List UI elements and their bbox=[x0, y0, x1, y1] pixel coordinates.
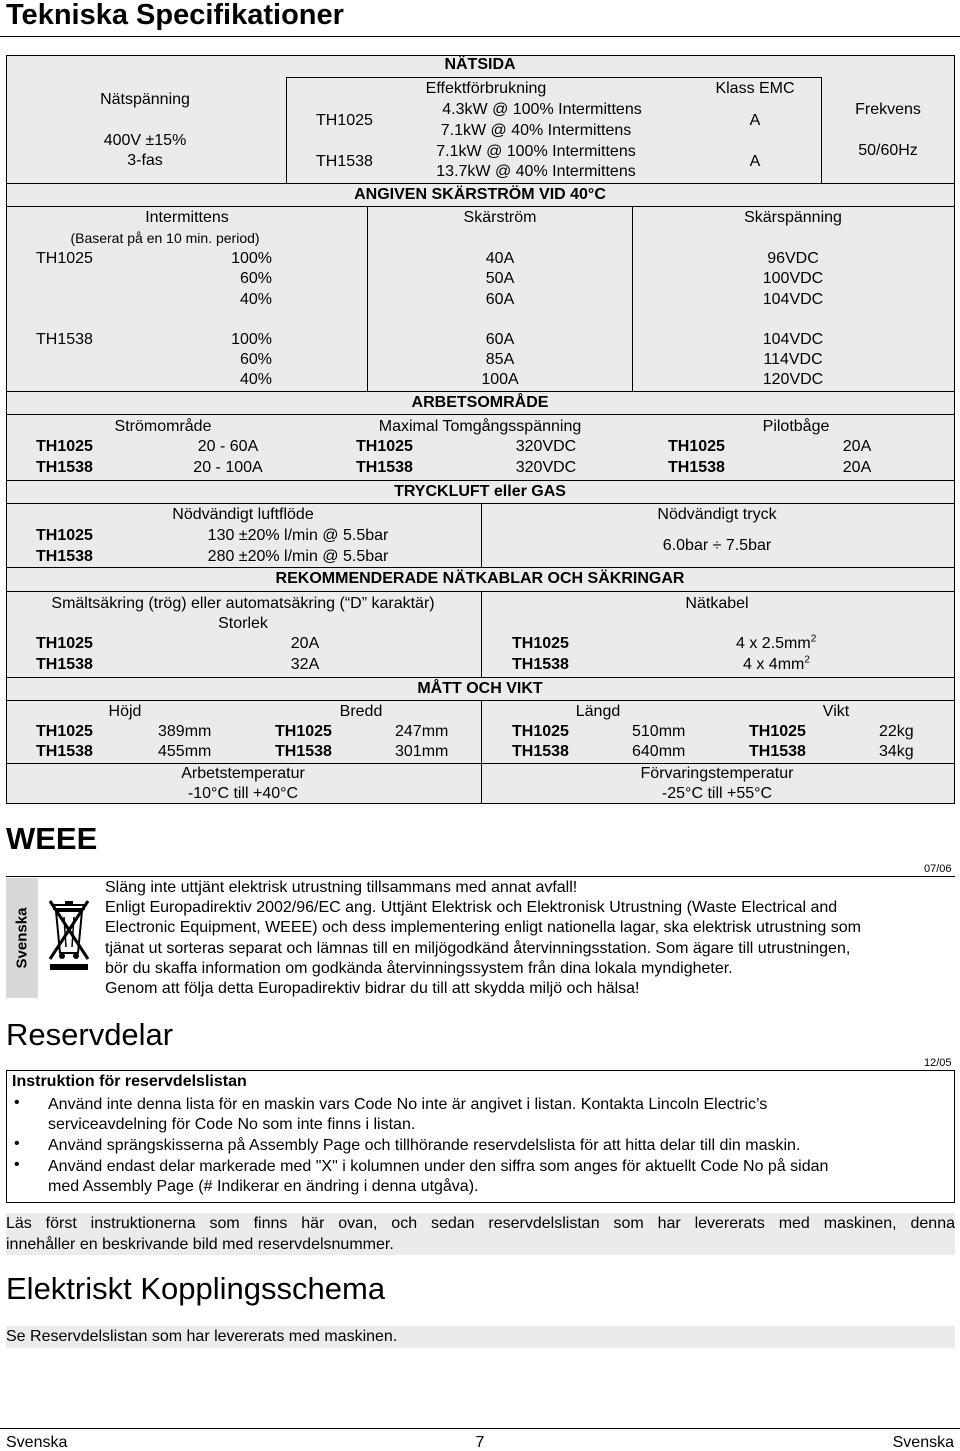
skarstrom-value: 60A bbox=[485, 291, 515, 308]
pilot-value: 20A bbox=[842, 459, 872, 476]
arbetstemperatur-value: -10°C till +40°C bbox=[187, 785, 299, 802]
stromomrade-label: Strömområde bbox=[114, 418, 212, 435]
langd-value: 510mm bbox=[632, 723, 686, 740]
intermittens-value: 100% bbox=[231, 331, 272, 348]
stromomrade-value: 20 - 100A bbox=[193, 459, 263, 476]
reservdelar-heading: Reservdelar bbox=[6, 1017, 174, 1052]
natspanning-phase: 3-fas bbox=[127, 152, 163, 169]
arbete-heading: ARBETSOMRÅDE bbox=[411, 394, 549, 411]
tomgang-value: 320VDC bbox=[515, 459, 577, 476]
langd-label: Längd bbox=[575, 703, 621, 720]
skarspanning-value: 96VDC bbox=[767, 250, 819, 267]
weee-bin-icon bbox=[46, 897, 92, 973]
weee-line: Släng inte uttjänt elektrisk utrustning tillsammans med annat avfall! bbox=[105, 879, 578, 896]
forvaringstemperatur-value: -25°C till +55°C bbox=[661, 785, 773, 802]
intermittens-note: (Baserat på en 10 min. period) bbox=[70, 230, 260, 246]
skarspanning-value: 114VDC bbox=[763, 351, 823, 368]
language-tab-label: Svenska bbox=[13, 907, 31, 969]
emc-label: Klass EMC bbox=[715, 80, 795, 97]
matt-heading: MÅTT OCH VIKT bbox=[417, 680, 543, 697]
emc-value: A bbox=[749, 153, 761, 170]
model: TH1538 bbox=[36, 743, 93, 760]
stromomrade-value: 20 - 60A bbox=[197, 438, 259, 455]
effekt-value: 7.1kW @ 40% Intermittens bbox=[440, 122, 632, 139]
skarstrom-value: 85A bbox=[485, 351, 515, 368]
model: TH1025 bbox=[356, 438, 413, 455]
vikt-value: 22kg bbox=[879, 723, 914, 740]
sakring-value: 20A bbox=[290, 635, 320, 652]
tomgang-value: 320VDC bbox=[515, 438, 577, 455]
hojd-value: 455mm bbox=[158, 743, 212, 760]
skarspanning-value: 100VDC bbox=[762, 270, 824, 287]
page-number: 7 bbox=[475, 1434, 485, 1451]
pilot-label: Pilotbåge bbox=[762, 418, 830, 435]
natsida-model-th1025: TH1025 bbox=[316, 112, 373, 129]
model: TH1025 bbox=[36, 723, 93, 740]
model: TH1025 bbox=[36, 250, 93, 267]
model: TH1538 bbox=[36, 656, 93, 673]
model: TH1538 bbox=[749, 743, 806, 760]
bredd-label: Bredd bbox=[339, 703, 383, 720]
intermittens-value: 60% bbox=[239, 270, 272, 287]
natsida-heading: NÄTSIDA bbox=[444, 56, 516, 73]
list-item: Använd inte denna lista för en maskin vars Code No inte är angivet i listan. Kontakta Lincoln Electric’s bbox=[48, 1096, 768, 1113]
model: TH1538 bbox=[512, 656, 569, 673]
vikt-label: Vikt bbox=[822, 703, 850, 720]
hojd-value: 389mm bbox=[158, 723, 212, 740]
intermittens-label: Intermittens bbox=[145, 209, 229, 226]
natspanning-label: Nätspänning bbox=[100, 91, 190, 108]
model: TH1538 bbox=[36, 459, 93, 476]
reservdelar-rule-top bbox=[6, 1070, 955, 1071]
reservdelar-note: innehåller en beskrivande bild med reservdelsnummer. bbox=[6, 1236, 394, 1253]
vikt-value: 34kg bbox=[879, 743, 914, 760]
model: TH1025 bbox=[668, 438, 725, 455]
model: TH1538 bbox=[275, 743, 332, 760]
schema-heading: Elektriskt Kopplingsschema bbox=[6, 1271, 386, 1306]
model: TH1025 bbox=[512, 723, 569, 740]
skarstrom-value: 50A bbox=[485, 270, 515, 287]
sakring-label: Smältsäkring (trög) eller automatsäkring (“D” karaktär) bbox=[51, 595, 435, 612]
natspanning-value: 400V ±15% bbox=[103, 132, 187, 149]
skarspanning-value: 104VDC bbox=[762, 331, 824, 348]
effekt-value: 13.7kW @ 40% Intermittens bbox=[436, 163, 636, 180]
skarspanning-value: 104VDC bbox=[762, 291, 824, 308]
effekt-value: 4.3kW @ 100% Intermittens bbox=[442, 101, 642, 118]
natkabel-label: Nätkabel bbox=[685, 595, 749, 612]
model: TH1538 bbox=[668, 459, 725, 476]
skarstrom-label: Skärström bbox=[463, 209, 537, 226]
intermittens-value: 40% bbox=[239, 371, 272, 388]
luftflode-label: Nödvändigt luftflöde bbox=[172, 506, 314, 523]
bullet-icon: • bbox=[14, 1135, 20, 1152]
model: TH1025 bbox=[275, 723, 332, 740]
page-title: Tekniska Specifikationer bbox=[6, 0, 344, 31]
title-rule bbox=[0, 36, 960, 37]
intermittens-value: 40% bbox=[239, 291, 272, 308]
skarspanning-value: 120VDC bbox=[762, 371, 824, 388]
reservdelar-note: Läs först instruktionerna som finns här ovan, och sedan reservdelslistan som har levererats med maskinen, denna bbox=[6, 1215, 955, 1232]
forvaringstemperatur-label: Förvaringstemperatur bbox=[640, 765, 794, 782]
tomgang-label: Maximal Tomgångsspänning bbox=[378, 418, 582, 435]
instruktion-heading: Instruktion för reservdelslistan bbox=[12, 1073, 247, 1090]
footer-left: Svenska bbox=[6, 1434, 68, 1451]
pilot-value: 20A bbox=[842, 438, 872, 455]
weee-line: bör du skaffa information om godkända återvinningssystem från dina lokala myndigheter. bbox=[105, 960, 733, 977]
weee-line: Electronic Equipment, WEEE) och dess implementering enligt nationella lagar, ska elektrisk utrustning som bbox=[105, 919, 861, 936]
emc-value: A bbox=[749, 112, 761, 129]
kablar-heading: REKOMMENDERADE NÄTKABLAR OCH SÄKRINGAR bbox=[275, 570, 685, 587]
natsida-model-th1538: TH1538 bbox=[316, 153, 373, 170]
skarspanning-label: Skärspänning bbox=[744, 209, 842, 226]
language-tab bbox=[6, 878, 38, 998]
model: TH1538 bbox=[36, 331, 93, 348]
model: TH1025 bbox=[36, 527, 93, 544]
frekvens-value: 50/60Hz bbox=[858, 142, 918, 159]
weee-line: Genom att följa detta Europadirektiv bidrar du till att skydda miljö och hälsa! bbox=[105, 980, 640, 997]
tryck-label: Nödvändigt tryck bbox=[657, 506, 777, 523]
hojd-label: Höjd bbox=[108, 703, 142, 720]
strom-heading: ANGIVEN SKÄRSTRÖM VID 40°C bbox=[354, 186, 606, 203]
luft-heading: TRYCKLUFT eller GAS bbox=[394, 483, 566, 500]
luftflode-value: 130 ±20% l/min @ 5.5bar bbox=[207, 527, 389, 544]
storlek-label: Storlek bbox=[218, 615, 268, 632]
weee-line: tjänat ut sorteras separat och lämnas till en miljögodkänd återvinningsstation. Som ägare till utrustningen, bbox=[105, 940, 851, 957]
luftflode-value: 280 ±20% l/min @ 5.5bar bbox=[207, 548, 389, 565]
model: TH1538 bbox=[512, 743, 569, 760]
weee-rule bbox=[6, 876, 955, 877]
model: TH1538 bbox=[356, 459, 413, 476]
model: TH1538 bbox=[36, 548, 93, 565]
model: TH1025 bbox=[512, 635, 569, 652]
skarstrom-value: 60A bbox=[485, 331, 515, 348]
weee-date: 07/06 bbox=[924, 863, 952, 875]
bredd-value: 301mm bbox=[395, 743, 449, 760]
list-item: med Assembly Page (# Indikerar en ändring i denna utgåva). bbox=[48, 1178, 479, 1195]
footer-right: Svenska bbox=[892, 1434, 954, 1451]
list-item: Använd endast delar markerade med "X" i kolumnen under den siffra som anges för aktuellt Code No på sidan bbox=[48, 1158, 829, 1175]
skarstrom-value: 100A bbox=[481, 371, 519, 388]
model: TH1025 bbox=[36, 438, 93, 455]
reservdelar-date: 12/05 bbox=[924, 1057, 952, 1069]
footer-rule bbox=[0, 1428, 960, 1429]
bullet-icon: • bbox=[14, 1094, 20, 1111]
frekvens-label: Frekvens bbox=[855, 101, 921, 118]
skarstrom-value: 40A bbox=[485, 250, 515, 267]
effekt-value: 7.1kW @ 100% Intermittens bbox=[436, 143, 636, 160]
intermittens-value: 100% bbox=[231, 250, 272, 267]
natkabel-value: 4 x $2.5mm^2$ bbox=[736, 633, 817, 652]
arbetstemperatur-label: Arbetstemperatur bbox=[181, 765, 305, 782]
weee-line: Enligt Europadirektiv 2002/96/EC ang. Uttjänt Elektrisk och Elektronisk Utrustning (Waste Electrical and bbox=[105, 899, 838, 916]
langd-value: 640mm bbox=[632, 743, 686, 760]
natkabel-value: 4 x $4mm^2$ bbox=[743, 654, 810, 673]
model: TH1025 bbox=[36, 635, 93, 652]
bullet-icon: • bbox=[14, 1156, 20, 1173]
bredd-value: 247mm bbox=[395, 723, 449, 740]
model: TH1025 bbox=[749, 723, 806, 740]
weee-heading: WEEE bbox=[6, 821, 98, 856]
intermittens-value: 60% bbox=[239, 351, 272, 368]
schema-note: Se Reservdelslistan som har levererats med maskinen. bbox=[6, 1328, 398, 1345]
tryck-value: 6.0bar ÷ 7.5bar bbox=[662, 537, 772, 554]
list-item: serviceavdelning för Code No som inte finns i listan. bbox=[48, 1116, 416, 1133]
sakring-value: 32A bbox=[290, 656, 320, 673]
list-item: Använd sprängskisserna på Assembly Page och tillhörande reservdelslista för att hitta delar till din maskin. bbox=[48, 1137, 801, 1154]
effekt-label: Effektförbrukning bbox=[425, 80, 547, 97]
